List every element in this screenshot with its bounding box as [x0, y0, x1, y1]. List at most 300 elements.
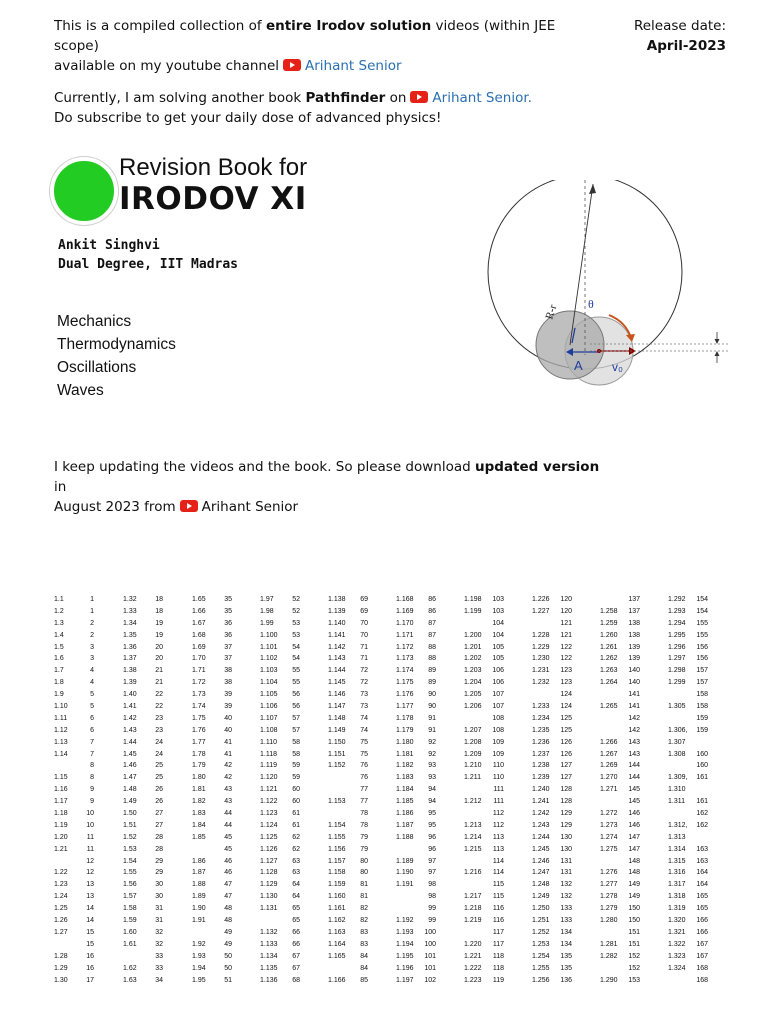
index-column [54, 594, 94, 986]
problem-number: 1.55 [123, 869, 137, 877]
problem-number: 1.192 [396, 917, 414, 925]
page-number: 91 [428, 726, 436, 734]
page-number: 104 [492, 631, 504, 639]
index-row [668, 677, 708, 689]
problem-number: 1.226 [532, 596, 550, 603]
page-number: 47 [224, 893, 232, 901]
index-row [260, 665, 300, 677]
page-number: 84 [360, 952, 368, 960]
page-number: 131 [560, 869, 572, 877]
index-row [54, 737, 94, 749]
index-row [396, 808, 436, 820]
page-number: 93 [428, 774, 436, 782]
page-number: 17 [86, 976, 94, 984]
page-number: 40 [224, 714, 232, 722]
update-note [54, 457, 614, 517]
page-number: 54 [292, 655, 300, 663]
problem-number: 1.308 [668, 750, 686, 758]
problem-number: 1.4 [54, 631, 64, 639]
index-row [668, 606, 708, 618]
index-row [600, 963, 640, 975]
page-number: 7 [90, 750, 94, 758]
index-row [464, 832, 504, 844]
page-number: 23 [155, 726, 163, 734]
problem-number: 1.58 [123, 905, 137, 913]
problem-number: 1.175 [396, 679, 414, 687]
page-number: 1 [90, 607, 94, 615]
problem-number: 1.242 [532, 810, 550, 818]
page-number: 148 [628, 857, 640, 865]
page-number: 118 [492, 964, 504, 972]
problem-number: 1.134 [260, 952, 278, 960]
problem-number: 1.265 [600, 703, 618, 711]
page-number: 40 [224, 726, 232, 734]
index-row [54, 867, 94, 879]
page-number: 66 [292, 940, 300, 948]
problem-number: 1.6 [54, 655, 64, 663]
page-number: 162 [696, 821, 708, 829]
page-number: 36 [224, 631, 232, 639]
index-row [192, 677, 232, 689]
index-row [464, 737, 504, 749]
index-row [532, 618, 572, 630]
index-row [668, 760, 708, 772]
index-row [668, 713, 708, 725]
problem-number: 1.16 [54, 786, 68, 794]
index-row [600, 808, 640, 820]
index-row [668, 975, 708, 987]
index-row [192, 594, 232, 606]
index-row [600, 784, 640, 796]
index-row [123, 820, 163, 832]
index-row [54, 975, 94, 987]
page-number: 4 [90, 667, 94, 675]
index-row [396, 653, 436, 665]
index-row [260, 939, 300, 951]
index-row [600, 701, 640, 713]
page-number: 27 [155, 821, 163, 829]
problem-number: 1.244 [532, 833, 550, 841]
page-number: 105 [492, 643, 504, 651]
page-number: 79 [360, 845, 368, 853]
page-number: 61 [292, 810, 300, 818]
problem-number: 1.202 [464, 655, 482, 663]
page-number: 158 [696, 703, 708, 711]
page-number: 167 [696, 952, 708, 960]
index-row [600, 939, 640, 951]
page-number: 121 [560, 619, 572, 627]
index-row [464, 749, 504, 761]
index-row [123, 760, 163, 772]
index-row [260, 784, 300, 796]
page-number: 92 [428, 750, 436, 758]
problem-number: 1.73 [192, 691, 206, 699]
index-row [123, 713, 163, 725]
page-number: 36 [224, 619, 232, 627]
index-row [396, 737, 436, 749]
index-row [192, 844, 232, 856]
page-number: 107 [492, 703, 504, 711]
problem-number: 1.11 [54, 714, 68, 722]
page-number: 60 [292, 786, 300, 794]
page-number: 76 [360, 762, 368, 770]
page-number: 121 [560, 631, 572, 639]
index-row [260, 832, 300, 844]
page-number: 10 [86, 821, 94, 829]
index-row [532, 630, 572, 642]
height-arrowhead-bottom [715, 351, 720, 356]
problem-number: 1.83 [192, 810, 206, 818]
problem-number: 1.8 [54, 679, 64, 687]
index-row [532, 975, 572, 987]
index-row [328, 725, 368, 737]
page-number: 77 [360, 786, 368, 794]
page-number: 98 [428, 893, 436, 901]
index-row [328, 963, 368, 975]
index-row [192, 963, 232, 975]
problem-number: 1.156 [328, 845, 346, 853]
index-row [328, 606, 368, 618]
index-row [532, 749, 572, 761]
index-row [532, 713, 572, 725]
index-row [532, 642, 572, 654]
page-number: 38 [224, 679, 232, 687]
problem-number: 1.103 [260, 667, 278, 675]
page-number: 64 [292, 881, 300, 889]
problem-number: 1.71 [192, 667, 206, 675]
page-number: 148 [628, 869, 640, 877]
index-row [328, 927, 368, 939]
page-number: 108 [492, 714, 504, 722]
index-row [54, 939, 94, 951]
index-row [192, 939, 232, 951]
youtube-icon[interactable] [283, 59, 301, 71]
problem-number: 1.179 [396, 726, 414, 734]
page-number: 149 [628, 893, 640, 901]
page-number: 152 [628, 964, 640, 972]
index-row [532, 808, 572, 820]
page-number: 65 [292, 917, 300, 925]
page-number: 139 [628, 655, 640, 663]
page-number: 83 [360, 940, 368, 948]
problem-number: 1.198 [464, 596, 482, 603]
problem-number: 1.88 [192, 881, 206, 889]
problem-number: 1.57 [123, 893, 137, 901]
page-number: 18 [155, 607, 163, 615]
page-number: 6 [90, 726, 94, 734]
problem-number: 1.299 [668, 679, 686, 687]
index-row [532, 951, 572, 963]
page-number: 90 [428, 691, 436, 699]
page-number: 116 [492, 905, 504, 913]
page-number: 146 [628, 810, 640, 818]
problem-number: 1.240 [532, 786, 550, 794]
page-number: 120 [560, 596, 572, 603]
index-row [668, 820, 708, 832]
problem-number: 1.68 [192, 631, 206, 639]
problem-number: 1.123 [260, 810, 278, 818]
problem-number: 1.238 [532, 762, 550, 770]
index-row [328, 772, 368, 784]
index-row [328, 749, 368, 761]
problem-number: 1.46 [123, 762, 137, 770]
problem-number: 1.60 [123, 928, 137, 936]
index-row [532, 737, 572, 749]
youtube-icon[interactable] [410, 91, 428, 103]
problem-number: 1.260 [600, 631, 618, 639]
problem-number: 1.188 [396, 833, 414, 841]
page-number: 66 [292, 928, 300, 936]
page-number: 107 [492, 691, 504, 699]
problem-number: 1.91 [192, 917, 206, 925]
index-row [464, 760, 504, 772]
page-number: 52 [292, 596, 300, 603]
index-row [260, 606, 300, 618]
problem-number: 1.30 [54, 976, 68, 984]
page-number: 55 [292, 667, 300, 675]
intro-line-2: available on my youtube channel Arihant Senior [54, 58, 402, 74]
problem-number: 1.106 [260, 703, 278, 711]
problem-number: 1.35 [123, 631, 137, 639]
page-number: 102 [424, 976, 436, 984]
problem-number: 1.124 [260, 821, 278, 829]
problem-number: 1.190 [396, 869, 414, 877]
index-row [464, 939, 504, 951]
page-number: 106 [492, 667, 504, 675]
update-line-2: August 2023 from Arihant Senior [54, 499, 299, 515]
page-number: 64 [292, 893, 300, 901]
page-number: 90 [428, 703, 436, 711]
problem-number: 1.125 [260, 833, 278, 841]
problem-number: 1.37 [123, 655, 137, 663]
index-row [328, 653, 368, 665]
page-number: 157 [696, 679, 708, 687]
index-row [396, 606, 436, 618]
index-row [54, 642, 94, 654]
page-number: 38 [224, 667, 232, 675]
channel-link[interactable]: Arihant Senior. [432, 90, 532, 106]
index-row [192, 701, 232, 713]
page-number: 22 [155, 703, 163, 711]
problem-number: 1.237 [532, 750, 550, 758]
index-row [396, 701, 436, 713]
index-row [532, 856, 572, 868]
page-number: 134 [560, 928, 572, 936]
problem-number: 1.200 [464, 631, 482, 639]
author-degree: Dual Degree, IIT Madras [58, 257, 239, 272]
topic-item: Mechanics [57, 313, 132, 330]
index-row [464, 891, 504, 903]
index-row [192, 606, 232, 618]
page-number: 44 [224, 810, 232, 818]
problem-number: 1.148 [328, 714, 346, 722]
problem-number: 1.194 [396, 940, 414, 948]
problem-number: 1.261 [600, 643, 618, 651]
page-number: 78 [360, 821, 368, 829]
index-row [54, 630, 94, 642]
page-number: 113 [492, 833, 504, 841]
index-row [668, 867, 708, 879]
page-number: 130 [560, 833, 572, 841]
page-number: 74 [360, 726, 368, 734]
problem-number: 1.259 [600, 619, 618, 627]
radius-arrowhead [589, 184, 596, 194]
problem-number: 1.258 [600, 607, 618, 615]
problem-number: 1.273 [600, 821, 618, 829]
index-row [668, 749, 708, 761]
index-row [668, 796, 708, 808]
problem-number: 1.276 [600, 869, 618, 877]
problem-number: 1.281 [600, 940, 618, 948]
problem-number: 1.108 [260, 726, 278, 734]
page-number: 63 [292, 869, 300, 877]
problem-number: 1.187 [396, 821, 414, 829]
index-row [260, 725, 300, 737]
problem-number: 1.320 [668, 917, 686, 925]
page-number: 23 [155, 714, 163, 722]
page-number: 164 [696, 881, 708, 889]
page-number: 109 [492, 750, 504, 758]
problem-number: 1.241 [532, 798, 550, 806]
index-row [260, 594, 300, 606]
page-number: 126 [560, 750, 572, 758]
page-number: 10 [86, 810, 94, 818]
channel-link[interactable]: Arihant Senior [201, 499, 299, 515]
index-row [396, 642, 436, 654]
index-row [668, 665, 708, 677]
page-number: 39 [224, 691, 232, 699]
page-number: 168 [696, 976, 708, 984]
page-number: 21 [155, 679, 163, 687]
page-number: 141 [628, 703, 640, 711]
index-row [600, 618, 640, 630]
problem-number: 1.141 [328, 631, 346, 639]
page-number: 78 [360, 810, 368, 818]
index-row [532, 701, 572, 713]
page-number: 16 [86, 952, 94, 960]
page-number: 117 [492, 928, 504, 936]
index-row [668, 701, 708, 713]
page-number: 160 [696, 750, 708, 758]
index-row [600, 689, 640, 701]
problem-number: 1.231 [532, 667, 550, 675]
page-number: 135 [560, 952, 572, 960]
index-row [464, 856, 504, 868]
index-row [260, 677, 300, 689]
page-number: 111 [493, 786, 504, 794]
index-row [396, 784, 436, 796]
index-row [464, 844, 504, 856]
problem-number: 1.22 [54, 869, 68, 877]
problem-number: 1.264 [600, 679, 618, 687]
page-number: 45 [224, 833, 232, 841]
index-row [600, 677, 640, 689]
problem-number: 1.209 [464, 750, 482, 758]
problem-number: 1.94 [192, 964, 206, 972]
index-row [123, 927, 163, 939]
index-row [123, 594, 163, 606]
index-row [260, 903, 300, 915]
index-row [192, 856, 232, 868]
page-number: 9 [90, 798, 94, 806]
page-number: 14 [86, 917, 94, 925]
problem-number: 1.59 [123, 917, 137, 925]
problem-number: 1.316 [668, 869, 686, 877]
index-row [396, 594, 436, 606]
page-number: 67 [292, 952, 300, 960]
page-number: 43 [224, 786, 232, 794]
page-number: 71 [360, 655, 368, 663]
index-row [192, 737, 232, 749]
topic-item: Thermodynamics [57, 336, 176, 353]
problem-number: 1.184 [396, 786, 414, 794]
index-row [600, 594, 640, 606]
label-r: R-r [543, 303, 560, 321]
page-number: 132 [560, 893, 572, 901]
youtube-icon[interactable] [180, 500, 198, 512]
index-row [464, 796, 504, 808]
index-row [192, 879, 232, 891]
index-column [600, 594, 640, 986]
index-row [600, 927, 640, 939]
index-row [54, 891, 94, 903]
problem-number: 1.2 [54, 607, 64, 615]
index-row [396, 844, 436, 856]
index-row [54, 879, 94, 891]
problem-number: 1.85 [192, 833, 206, 841]
problem-number: 1.29 [54, 964, 68, 972]
book-title-line-2: IRODOV XI [119, 181, 307, 217]
problem-number: 1.102 [260, 655, 278, 663]
problem-number: 1.246 [532, 857, 550, 865]
index-row [464, 677, 504, 689]
index-row [328, 594, 368, 606]
index-row [123, 653, 163, 665]
problem-number: 1.322 [668, 940, 686, 948]
page-number: 56 [292, 691, 300, 699]
problem-number: 1.189 [396, 857, 414, 865]
channel-link[interactable]: Arihant Senior [305, 58, 402, 74]
index-row [600, 867, 640, 879]
update-line-1: I keep updating the videos and the book. So please download updated version in [54, 459, 600, 495]
problem-number: 1.133 [260, 940, 278, 948]
index-row [328, 642, 368, 654]
page-number: 58 [292, 750, 300, 758]
problem-number: 1.51 [123, 821, 137, 829]
page-number: 80 [360, 869, 368, 877]
problem-number: 1.267 [600, 750, 618, 758]
index-row [54, 594, 94, 606]
problem-number: 1.74 [192, 703, 206, 711]
page-number: 29 [155, 869, 163, 877]
index-row [532, 594, 572, 606]
index-column [396, 594, 436, 986]
page-number: 50 [224, 952, 232, 960]
page-number: 146 [628, 821, 640, 829]
index-row [192, 784, 232, 796]
problem-number: 1.128 [260, 869, 278, 877]
page-number: 118 [492, 952, 504, 960]
index-row [192, 653, 232, 665]
page-number: 163 [696, 845, 708, 853]
index-row [668, 689, 708, 701]
problem-number: 1.218 [464, 905, 482, 913]
index-row [54, 749, 94, 761]
problem-number: 1.43 [123, 726, 137, 734]
index-column [123, 594, 163, 986]
problem-number: 1.78 [192, 750, 206, 758]
page-number: 151 [628, 928, 640, 936]
